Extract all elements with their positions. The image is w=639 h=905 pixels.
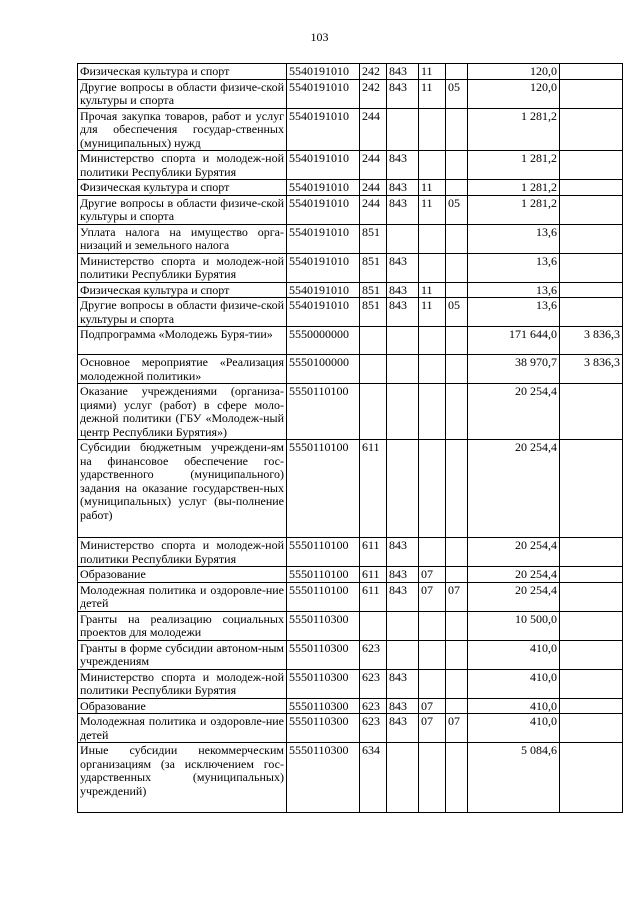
row-sum2-cell <box>560 64 623 80</box>
row-sum2-cell <box>560 282 623 298</box>
row-name-cell: Образование <box>78 698 287 714</box>
row-sum2-cell: 3 836,3 <box>560 355 623 384</box>
row-rz-cell: 11 <box>419 298 446 327</box>
row-rz-cell: 11 <box>419 180 446 196</box>
row-sum1-cell: 20 254,4 <box>468 538 560 567</box>
row-sum1-cell: 20 254,4 <box>468 440 560 538</box>
row-rz-cell <box>419 384 446 440</box>
row-gr-cell <box>387 224 419 253</box>
row-code-cell: 5550110100 <box>287 384 360 440</box>
row-sum2-cell <box>560 195 623 224</box>
row-rz-cell: 11 <box>419 282 446 298</box>
row-pr-cell <box>446 743 468 813</box>
row-sum2-cell <box>560 253 623 282</box>
row-pr-cell <box>446 567 468 583</box>
row-gr-cell <box>387 327 419 355</box>
row-pr-cell <box>446 282 468 298</box>
row-sum2-cell <box>560 640 623 669</box>
row-gr-cell: 843 <box>387 567 419 583</box>
row-rz-cell <box>419 355 446 384</box>
row-code-cell: 5550110300 <box>287 714 360 743</box>
row-gr-cell: 843 <box>387 180 419 196</box>
row-sum2-cell <box>560 714 623 743</box>
page-number: 103 <box>310 30 329 44</box>
row-rz-cell: 07 <box>419 714 446 743</box>
row-pr-cell <box>446 640 468 669</box>
row-gr-cell: 843 <box>387 714 419 743</box>
row-name-cell: Физическая культура и спорт <box>78 282 287 298</box>
row-name-cell: Физическая культура и спорт <box>78 180 287 196</box>
row-pr-cell <box>446 224 468 253</box>
row-sum1-cell: 20 254,4 <box>468 567 560 583</box>
row-gr-cell <box>387 743 419 813</box>
row-pr-cell <box>446 327 468 355</box>
row-pr-cell <box>446 108 468 151</box>
row-code-cell: 5540191010 <box>287 224 360 253</box>
row-sum1-cell: 1 281,2 <box>468 108 560 151</box>
row-vr-cell: 623 <box>360 698 387 714</box>
row-sum2-cell <box>560 224 623 253</box>
table-row <box>78 582 623 611</box>
table-row <box>78 298 623 327</box>
row-gr-cell: 843 <box>387 64 419 80</box>
row-pr-cell <box>446 538 468 567</box>
row-gr-cell: 843 <box>387 79 419 108</box>
row-sum1-cell: 20 254,4 <box>468 384 560 440</box>
row-vr-cell: 611 <box>360 538 387 567</box>
row-sum2-cell <box>560 567 623 583</box>
row-code-cell: 5550110300 <box>287 611 360 640</box>
row-name-cell: Образование <box>78 567 287 583</box>
table-row <box>78 195 623 224</box>
row-name-cell: Субсидии бюджетным учреждени-ям на финансовое обеспечение гос-ударственного (муниципального) задания на оказание государствен-ных (муниципальных) услуг (вы-полнение работ) <box>78 440 287 538</box>
row-vr-cell: 242 <box>360 64 387 80</box>
row-pr-cell <box>446 151 468 180</box>
row-name-cell: Основное мероприятие «Реализация молодежной политики» <box>78 355 287 384</box>
row-vr-cell: 611 <box>360 567 387 583</box>
row-code-cell: 5540191010 <box>287 298 360 327</box>
row-vr-cell: 611 <box>360 582 387 611</box>
row-code-cell: 5550110300 <box>287 669 360 698</box>
row-sum2-cell <box>560 743 623 813</box>
row-vr-cell: 242 <box>360 79 387 108</box>
row-code-cell: 5540191010 <box>287 64 360 80</box>
row-pr-cell: 07 <box>446 714 468 743</box>
row-name-cell: Иные субсидии некоммерческим организациям (за исключением гос-ударственных (муниципальных) учреждений) <box>78 743 287 813</box>
row-vr-cell <box>360 384 387 440</box>
row-gr-cell: 843 <box>387 151 419 180</box>
row-rz-cell <box>419 743 446 813</box>
row-rz-cell <box>419 253 446 282</box>
row-code-cell: 5550110100 <box>287 567 360 583</box>
row-code-cell: 5540191010 <box>287 108 360 151</box>
table-row <box>78 743 623 813</box>
row-name-cell: Гранты в форме субсидии автоном-ным учреждениям <box>78 640 287 669</box>
row-vr-cell: 244 <box>360 151 387 180</box>
table-row <box>78 714 623 743</box>
table-row <box>78 384 623 440</box>
row-vr-cell: 244 <box>360 180 387 196</box>
row-pr-cell <box>446 64 468 80</box>
row-name-cell: Другие вопросы в области физиче-ской культуры и спорта <box>78 79 287 108</box>
table-row <box>78 355 623 384</box>
row-rz-cell: 11 <box>419 64 446 80</box>
table-row <box>78 224 623 253</box>
row-vr-cell: 623 <box>360 640 387 669</box>
row-vr-cell <box>360 355 387 384</box>
row-rz-cell: 07 <box>419 698 446 714</box>
row-sum2-cell <box>560 108 623 151</box>
row-gr-cell: 843 <box>387 195 419 224</box>
table-row <box>78 151 623 180</box>
row-vr-cell: 623 <box>360 714 387 743</box>
row-pr-cell <box>446 180 468 196</box>
row-gr-cell: 843 <box>387 298 419 327</box>
row-gr-cell <box>387 108 419 151</box>
row-rz-cell <box>419 108 446 151</box>
row-pr-cell <box>446 355 468 384</box>
row-rz-cell: 11 <box>419 79 446 108</box>
row-code-cell: 5550110100 <box>287 582 360 611</box>
row-vr-cell: 611 <box>360 440 387 538</box>
row-code-cell: 5540191010 <box>287 151 360 180</box>
row-sum1-cell: 410,0 <box>468 640 560 669</box>
table-row <box>78 538 623 567</box>
row-sum2-cell: 3 836,3 <box>560 327 623 355</box>
row-sum2-cell <box>560 669 623 698</box>
row-sum2-cell <box>560 611 623 640</box>
row-sum1-cell: 38 970,7 <box>468 355 560 384</box>
table-row <box>78 440 623 538</box>
row-vr-cell: 851 <box>360 282 387 298</box>
row-sum1-cell: 171 644,0 <box>468 327 560 355</box>
row-sum1-cell: 13,6 <box>468 224 560 253</box>
row-name-cell: Министерство спорта и молодеж-ной политики Республики Бурятия <box>78 151 287 180</box>
row-sum1-cell: 13,6 <box>468 253 560 282</box>
row-pr-cell: 05 <box>446 79 468 108</box>
row-rz-cell <box>419 224 446 253</box>
row-name-cell: Министерство спорта и молодеж-ной политики Республики Бурятия <box>78 538 287 567</box>
table-row <box>78 611 623 640</box>
row-rz-cell <box>419 669 446 698</box>
row-pr-cell <box>446 440 468 538</box>
budget-table <box>77 63 623 813</box>
row-pr-cell <box>446 253 468 282</box>
row-code-cell: 5550100000 <box>287 355 360 384</box>
row-sum1-cell: 13,6 <box>468 282 560 298</box>
table-row <box>78 282 623 298</box>
table-row <box>78 327 623 355</box>
row-sum2-cell <box>560 440 623 538</box>
row-rz-cell <box>419 440 446 538</box>
row-name-cell: Министерство спорта и молодеж-ной политики Республики Бурятия <box>78 253 287 282</box>
row-vr-cell: 244 <box>360 108 387 151</box>
row-rz-cell <box>419 640 446 669</box>
row-sum1-cell: 1 281,2 <box>468 180 560 196</box>
row-code-cell: 5540191010 <box>287 253 360 282</box>
row-pr-cell: 05 <box>446 298 468 327</box>
row-vr-cell: 634 <box>360 743 387 813</box>
row-sum2-cell <box>560 538 623 567</box>
row-name-cell: Гранты на реализацию социальных проектов для молодежи <box>78 611 287 640</box>
row-pr-cell: 05 <box>446 195 468 224</box>
row-name-cell: Прочая закупка товаров, работ и услуг для обеспечения государ-ственных (муниципальных) нужд <box>78 108 287 151</box>
row-sum1-cell: 10 500,0 <box>468 611 560 640</box>
row-vr-cell <box>360 327 387 355</box>
row-rz-cell <box>419 611 446 640</box>
row-sum2-cell <box>560 698 623 714</box>
row-sum1-cell: 410,0 <box>468 714 560 743</box>
row-gr-cell: 843 <box>387 669 419 698</box>
row-sum1-cell: 13,6 <box>468 298 560 327</box>
row-rz-cell <box>419 327 446 355</box>
row-code-cell: 5550110300 <box>287 640 360 669</box>
row-code-cell: 5540191010 <box>287 180 360 196</box>
table-row <box>78 79 623 108</box>
table-row <box>78 64 623 80</box>
row-pr-cell <box>446 611 468 640</box>
row-sum1-cell: 20 254,4 <box>468 582 560 611</box>
row-name-cell: Министерство спорта и молодеж-ной политики Республики Бурятия <box>78 669 287 698</box>
row-code-cell: 5550110300 <box>287 698 360 714</box>
row-sum2-cell <box>560 298 623 327</box>
row-code-cell: 5540191010 <box>287 282 360 298</box>
row-gr-cell: 843 <box>387 538 419 567</box>
table-row <box>78 108 623 151</box>
row-sum2-cell <box>560 582 623 611</box>
table-row <box>78 567 623 583</box>
table-body <box>78 64 623 813</box>
row-gr-cell: 843 <box>387 282 419 298</box>
row-vr-cell: 851 <box>360 298 387 327</box>
row-sum1-cell: 1 281,2 <box>468 151 560 180</box>
row-name-cell: Другие вопросы в области физиче-ской культуры и спорта <box>78 298 287 327</box>
row-rz-cell <box>419 151 446 180</box>
table-row <box>78 640 623 669</box>
row-vr-cell: 244 <box>360 195 387 224</box>
row-vr-cell: 851 <box>360 253 387 282</box>
row-name-cell: Физическая культура и спорт <box>78 64 287 80</box>
row-gr-cell <box>387 440 419 538</box>
row-vr-cell: 851 <box>360 224 387 253</box>
row-code-cell: 5550110300 <box>287 743 360 813</box>
row-gr-cell: 843 <box>387 698 419 714</box>
row-gr-cell <box>387 384 419 440</box>
row-gr-cell: 843 <box>387 582 419 611</box>
table-row <box>78 698 623 714</box>
row-pr-cell <box>446 669 468 698</box>
row-sum2-cell <box>560 151 623 180</box>
row-sum1-cell: 410,0 <box>468 698 560 714</box>
row-rz-cell: 07 <box>419 582 446 611</box>
row-gr-cell: 843 <box>387 253 419 282</box>
row-code-cell: 5550000000 <box>287 327 360 355</box>
row-code-cell: 5550110100 <box>287 440 360 538</box>
table-row <box>78 253 623 282</box>
row-vr-cell <box>360 611 387 640</box>
row-sum1-cell: 5 084,6 <box>468 743 560 813</box>
row-rz-cell <box>419 538 446 567</box>
row-pr-cell <box>446 698 468 714</box>
row-sum1-cell: 120,0 <box>468 79 560 108</box>
row-sum2-cell <box>560 180 623 196</box>
row-code-cell: 5540191010 <box>287 79 360 108</box>
row-sum1-cell: 120,0 <box>468 64 560 80</box>
row-sum1-cell: 410,0 <box>468 669 560 698</box>
table-row <box>78 180 623 196</box>
row-name-cell: Другие вопросы в области физиче-ской культуры и спорта <box>78 195 287 224</box>
row-vr-cell: 623 <box>360 669 387 698</box>
row-gr-cell <box>387 611 419 640</box>
row-rz-cell: 07 <box>419 567 446 583</box>
row-rz-cell: 11 <box>419 195 446 224</box>
row-name-cell: Молодежная политика и оздоровле-ние детей <box>78 582 287 611</box>
row-name-cell: Подпрограмма «Молодежь Буря-тии» <box>78 327 287 355</box>
row-gr-cell <box>387 355 419 384</box>
row-name-cell: Оказание учреждениями (организа-циями) услуг (работ) в сфере моло-дежной политики (ГБУ «Молодеж-ный центр Республики Бурятия») <box>78 384 287 440</box>
row-sum1-cell: 1 281,2 <box>468 195 560 224</box>
row-pr-cell <box>446 384 468 440</box>
row-sum2-cell <box>560 79 623 108</box>
table-row <box>78 669 623 698</box>
row-name-cell: Уплата налога на имущество орга-низаций и земельного налога <box>78 224 287 253</box>
row-gr-cell <box>387 640 419 669</box>
row-code-cell: 5550110100 <box>287 538 360 567</box>
row-pr-cell: 07 <box>446 582 468 611</box>
row-code-cell: 5540191010 <box>287 195 360 224</box>
row-name-cell: Молодежная политика и оздоровле-ние детей <box>78 714 287 743</box>
row-sum2-cell <box>560 384 623 440</box>
